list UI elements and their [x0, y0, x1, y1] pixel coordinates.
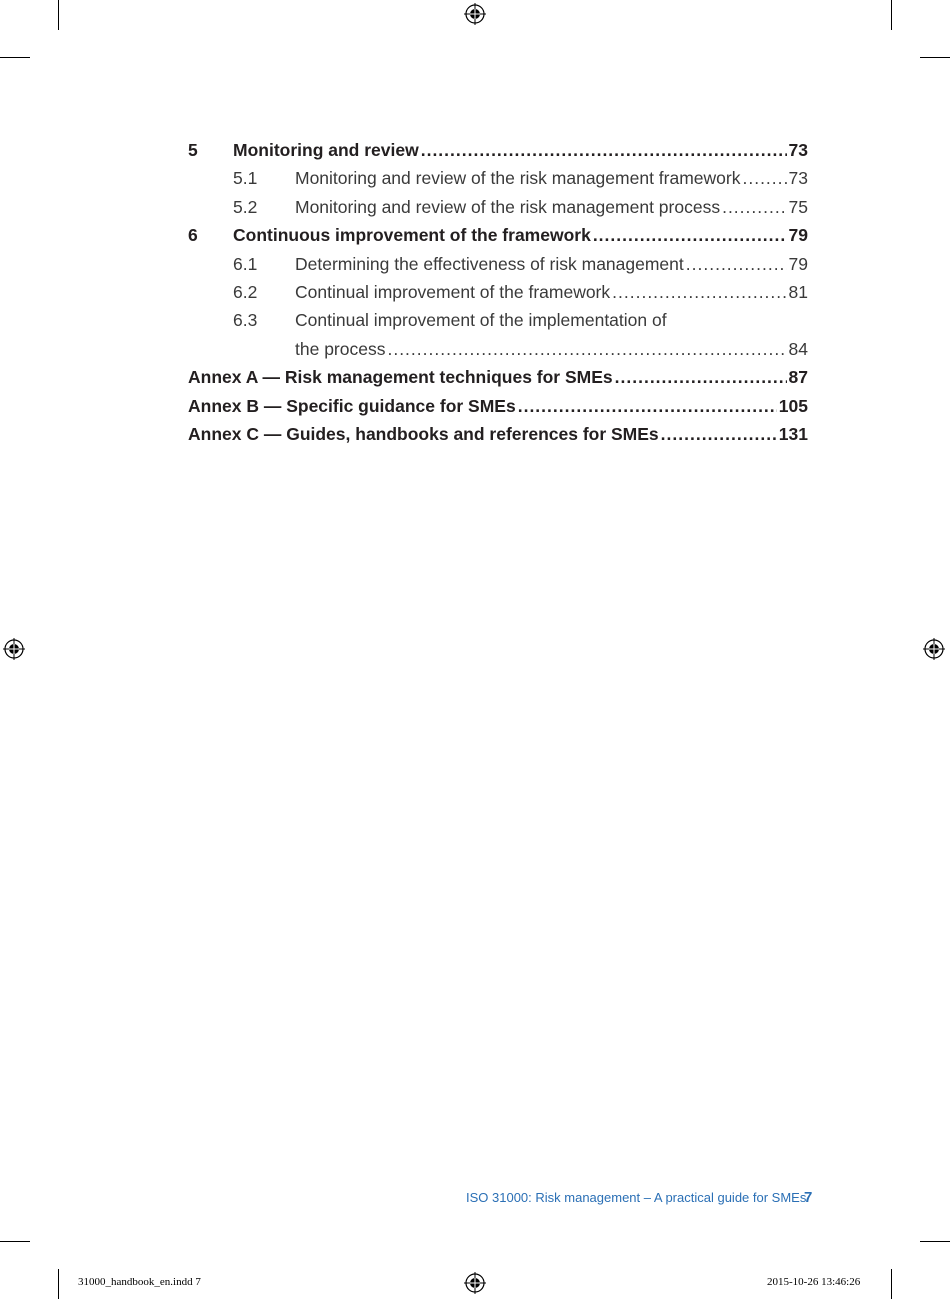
toc-entry-annex-a[interactable] [188, 367, 808, 395]
crop-mark-bottom-right-vertical [891, 1269, 892, 1299]
crop-mark-bottom-left-vertical [58, 1269, 59, 1299]
toc-entry-page: 105 [778, 395, 808, 416]
dot-leader [593, 225, 787, 246]
toc-entry-number: 6.2 [233, 281, 258, 302]
toc-entry-page: 73 [788, 168, 808, 189]
crop-mark-top-left-horizontal [0, 57, 30, 58]
dot-leader [518, 396, 777, 417]
toc-entry-page: 87 [788, 367, 808, 388]
toc-entry-section-5[interactable] [188, 140, 808, 168]
toc-entry-page: 81 [788, 281, 808, 302]
running-footer-title: ISO 31000: Risk management – A practical guide for SMEs [466, 1190, 807, 1205]
registration-mark-icon [464, 3, 486, 25]
toc-entry-section-6-1[interactable] [188, 254, 808, 282]
toc-entry-annex-b[interactable] [188, 396, 808, 424]
page-number: 7 [804, 1189, 813, 1206]
dot-leader [722, 197, 786, 218]
toc-entry-number: 5 [188, 140, 198, 160]
toc-entry-title: Monitoring and review [233, 140, 419, 160]
toc-entry-section-6-3-continued[interactable] [188, 339, 808, 367]
crop-mark-top-right-horizontal [920, 57, 950, 58]
toc-entry-title: Monitoring and review of the risk management process [295, 196, 721, 217]
toc-entry-section-6[interactable] [188, 225, 808, 253]
toc-entry-title: Annex B — Specific guidance for SMEs [188, 395, 516, 416]
toc-entry-page: 73 [788, 140, 808, 160]
toc-entry-title: Annex C — Guides, handbooks and references for SMEs [188, 423, 659, 444]
toc-entry-title: Annex A — Risk management techniques for SMEs [188, 367, 613, 388]
dot-leader [615, 367, 787, 388]
toc-entry-title: Continual improvement of the implementation of [295, 310, 667, 331]
toc-entry-page: 84 [788, 338, 808, 359]
table-of-contents [188, 140, 808, 452]
slug-filename: 31000_handbook_en.indd 7 [78, 1276, 201, 1288]
toc-entry-number: 6 [188, 225, 198, 246]
toc-entry-title: Monitoring and review of the risk management framework [295, 168, 741, 189]
toc-entry-section-6-3[interactable] [188, 310, 808, 338]
crop-mark-top-left-vertical [58, 0, 59, 30]
toc-entry-page: 131 [778, 423, 808, 444]
toc-entry-page: 79 [788, 225, 808, 246]
toc-entry-title: the process [295, 338, 386, 359]
dot-leader [742, 168, 786, 189]
toc-entry-page: 75 [788, 196, 808, 217]
registration-mark-icon [464, 1272, 486, 1294]
dot-leader [387, 339, 786, 360]
toc-entry-number: 6.1 [233, 253, 258, 274]
registration-mark-icon [923, 638, 945, 660]
toc-entry-number: 6.3 [233, 310, 258, 331]
toc-entry-number: 5.1 [233, 168, 258, 189]
toc-entry-section-5-2[interactable] [188, 197, 808, 225]
toc-entry-number: 5.2 [233, 196, 258, 217]
crop-mark-top-right-vertical [891, 0, 892, 30]
toc-entry-title: Continuous improvement of the framework [233, 225, 591, 246]
toc-entry-section-5-1[interactable] [188, 168, 808, 196]
dot-leader [686, 254, 787, 275]
toc-entry-title: Continual improvement of the framework [295, 281, 611, 302]
toc-entry-section-6-2[interactable] [188, 282, 808, 310]
slug-timestamp: 2015-10-26 13:46:26 [767, 1276, 861, 1288]
crop-mark-bottom-right-horizontal [920, 1241, 950, 1242]
registration-mark-icon [3, 638, 25, 660]
toc-entry-page: 79 [788, 253, 808, 274]
crop-mark-bottom-left-horizontal [0, 1241, 30, 1242]
toc-entry-annex-c[interactable] [188, 424, 808, 452]
dot-leader [421, 140, 787, 161]
dot-leader [612, 282, 786, 303]
toc-entry-title: Determining the effectiveness of risk management [295, 253, 684, 274]
dot-leader [661, 424, 777, 445]
